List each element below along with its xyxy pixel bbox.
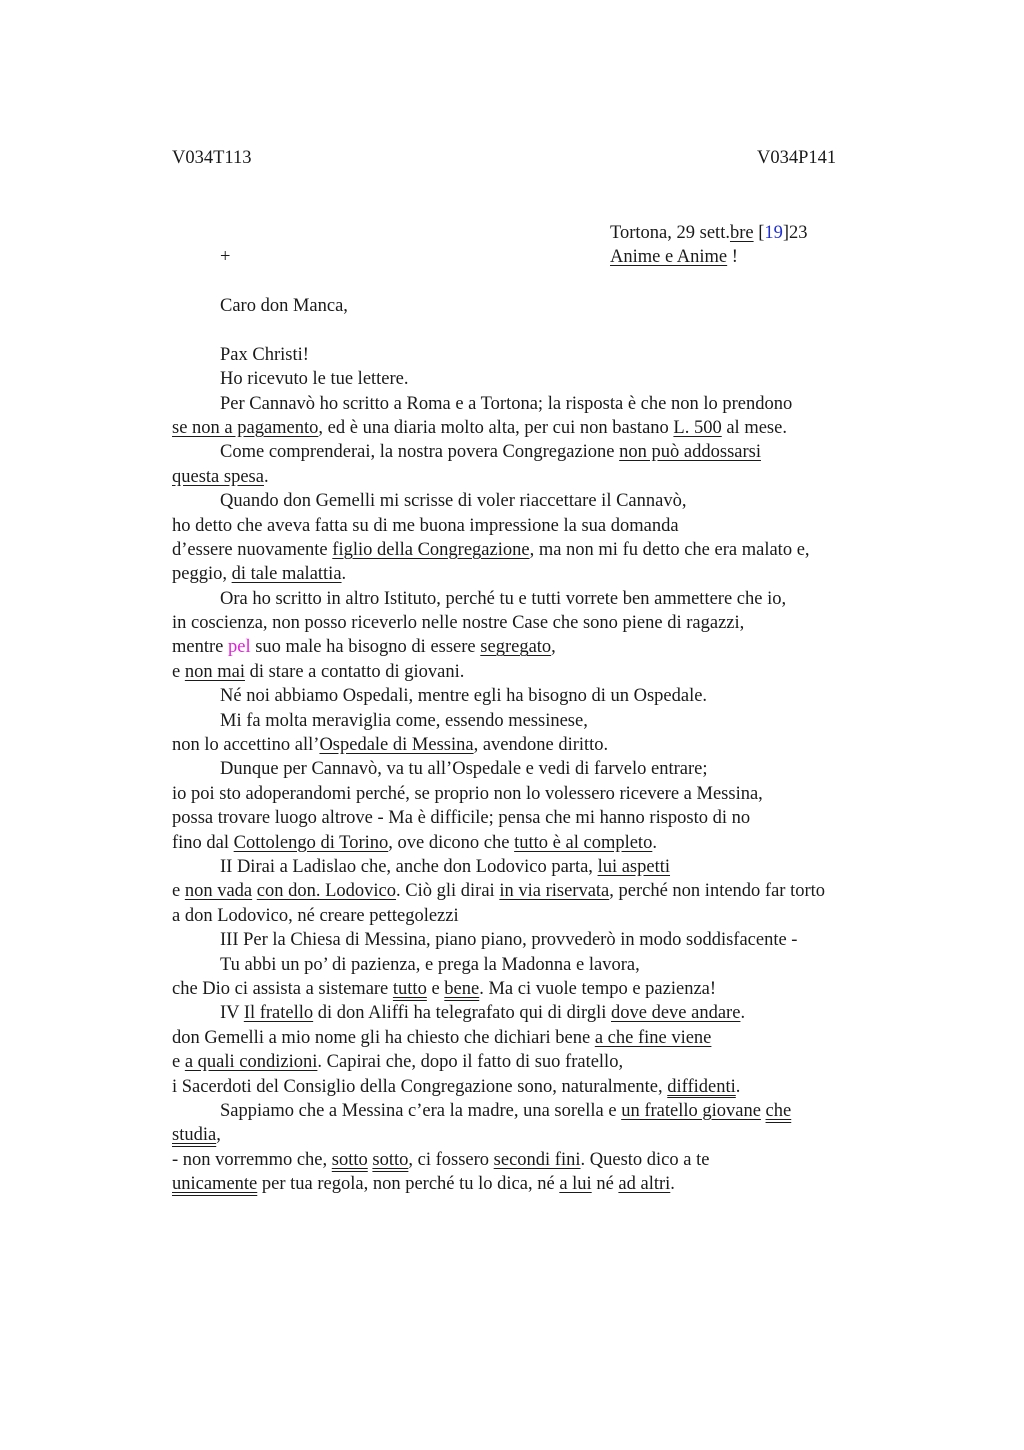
text-fragment: sotto <box>331 1149 368 1170</box>
text-line: possa trovare luogo altrove - Ma è difficile; pensa che mi hanno risposto di no <box>172 808 751 829</box>
text-fragment: e <box>172 661 185 682</box>
text-fragment: unicamente <box>172 1174 258 1195</box>
editorial-word: pel <box>228 637 251 658</box>
text-fragment: al mese. <box>721 417 787 438</box>
text-fragment: , avendone diritto. <box>473 735 609 756</box>
cross-symbol: + <box>220 247 231 267</box>
text-line: Quando don Gemelli mi scrisse di voler riaccettare il Cannavò, <box>220 491 687 512</box>
text-fragment: e <box>426 978 445 999</box>
text-fragment: don Gemelli a mio nome gli ha chiesto che dichiari bene <box>172 1027 595 1048</box>
text-fragment: . <box>263 466 269 487</box>
text-fragment: . <box>735 1076 741 1097</box>
text-fragment: . <box>670 1174 675 1195</box>
text-line <box>172 538 912 562</box>
text-fragment: IV <box>220 1003 244 1024</box>
text-line: Tu abbi un po’ di pazienza, e prega la Madonna e lavora, <box>220 954 640 975</box>
dateline <box>610 221 808 270</box>
text-fragment: bre <box>729 223 754 243</box>
text-fragment: di stare a contatto di giovani. <box>244 661 465 682</box>
text-fragment: , ed è una diaria molto alta, per cui non bastano <box>318 417 674 438</box>
text-line <box>172 879 912 903</box>
text-fragment: , ma non mi fu detto che era malato e, <box>529 539 810 560</box>
text-line <box>172 1099 912 1123</box>
text-fragment: . <box>652 832 657 853</box>
text-fragment: né <box>591 1174 619 1195</box>
text-fragment: ]23 <box>782 223 808 243</box>
text-fragment: lui aspetti <box>597 856 671 877</box>
text-line <box>172 977 912 1001</box>
text-fragment: L. 500 <box>673 417 722 438</box>
text-fragment: . Capirai che, dopo il fatto di suo fratello, <box>317 1052 624 1073</box>
document-code-left: V034T113 <box>172 148 252 168</box>
text-line <box>172 1001 912 1025</box>
text-fragment: che <box>765 1100 792 1121</box>
text-fragment: non lo accettino all’ <box>172 735 320 756</box>
text-fragment: tutto è al completo <box>514 832 653 853</box>
salutation: Caro don Manca, <box>220 296 348 316</box>
text-fragment: d’essere nuovamente <box>172 539 333 560</box>
text-fragment: , ove dicono che <box>388 832 515 853</box>
text-line: Mi fa molta meraviglia come, essendo messinese, <box>220 710 588 731</box>
text-fragment: , ci fossero <box>408 1149 494 1170</box>
text-line: Né noi abbiamo Ospedali, mentre egli ha bisogno di un Ospedale. <box>220 686 708 707</box>
letter-body <box>172 294 912 1196</box>
text-line: in coscienza, non posso riceverlo nelle nostre Case che sono piene di ragazzi, <box>172 613 745 634</box>
text-fragment: che Dio ci assista a sistemare <box>172 978 393 999</box>
text-line <box>172 1172 912 1196</box>
text-fragment: , perché non intendo far torto <box>609 881 826 902</box>
text-fragment: di tale malattia <box>231 564 342 585</box>
text-fragment: segregato <box>480 637 552 658</box>
text-line: a don Lodovico, né creare pettegolezzi <box>172 905 459 926</box>
text-line <box>172 1026 912 1050</box>
text-line: io poi sto adoperandomi perché, se proprio non lo volessero ricevere a Messina, <box>172 783 763 804</box>
text-fragment: Il fratello <box>243 1003 314 1024</box>
text-fragment: fino dal <box>172 832 234 853</box>
text-fragment: suo male ha bisogno di essere <box>250 637 481 658</box>
motto <box>610 245 808 269</box>
text-line <box>172 1075 912 1099</box>
text-line <box>172 440 912 464</box>
text-fragment: sotto <box>372 1149 409 1170</box>
text-fragment: . <box>740 1003 746 1024</box>
text-fragment: non può addossarsi <box>619 442 761 463</box>
text-line: III Per la Chiesa di Messina, piano piano, provvederò in modo soddisfacente - <box>220 930 798 951</box>
text-line <box>172 831 912 855</box>
text-line <box>172 855 912 879</box>
text-line: Ora ho scritto in altro Istituto, perché tu e tutti vorrete ben ammettere che io, <box>220 588 787 609</box>
text-fragment: questa spesa <box>172 466 264 487</box>
text-fragment: diffidenti <box>667 1076 736 1097</box>
text-fragment: a che fine viene <box>594 1027 712 1048</box>
greeting: Pax Christi! <box>220 344 309 365</box>
text-fragment: - non vorremmo che, <box>172 1149 332 1170</box>
text-fragment: e <box>172 881 185 902</box>
text-fragment: secondi fini <box>493 1149 581 1170</box>
text-fragment: II Dirai a Ladislao che, anche don Lodovico parta, <box>220 856 598 877</box>
text-fragment: . Ma ci vuole tempo e pazienza! <box>479 978 717 999</box>
text-fragment: studia <box>172 1125 217 1146</box>
text-line <box>172 733 912 757</box>
text-line <box>172 1148 912 1172</box>
text-fragment: Cottolengo di Torino <box>233 832 389 853</box>
text-line <box>172 416 912 440</box>
text-line <box>172 635 912 659</box>
text-fragment: a lui <box>559 1174 592 1195</box>
text-fragment: per tua regola, non perché tu lo dica, né <box>257 1174 560 1195</box>
text-fragment: di don Aliffi ha telegrafato qui di dirgli <box>313 1003 611 1024</box>
text-fragment: [ <box>753 223 765 243</box>
text-fragment: bene <box>444 978 480 999</box>
text-fragment: mentre <box>172 637 228 658</box>
text-fragment: e <box>172 1052 185 1073</box>
text-line <box>172 660 912 684</box>
document-code-right: V034P141 <box>757 148 837 168</box>
text-fragment: non mai <box>184 661 245 682</box>
text-fragment: se non a pagamento <box>172 417 319 438</box>
text-fragment: a quali condizioni <box>184 1052 318 1073</box>
text-fragment: con don. Lodovico <box>256 881 397 902</box>
text-fragment: ad altri <box>618 1174 671 1195</box>
text-fragment: , <box>216 1125 221 1146</box>
text-fragment: Anime e Anime <box>610 247 728 268</box>
editorial-year: 19 <box>764 223 783 243</box>
text-fragment: figlio della Congregazione <box>332 539 530 560</box>
text-line: ho detto che aveva fatta su di me buona impressione la sua domanda <box>172 515 679 536</box>
text-fragment: Sappiamo che a Messina c’era la madre, una sorella e <box>220 1100 622 1121</box>
text-fragment: non vada <box>184 881 253 902</box>
text-fragment: , <box>551 637 556 658</box>
text-fragment: . Questo dico a te <box>580 1149 710 1170</box>
text-fragment: . Ciò gli dirai <box>396 881 500 902</box>
text-fragment: un fratello giovane <box>621 1100 761 1121</box>
text-line <box>172 465 912 489</box>
text-fragment: in via riservata <box>499 881 610 902</box>
text-line <box>172 562 912 586</box>
text-fragment: ! <box>727 247 738 268</box>
text-fragment: . <box>341 564 347 585</box>
text-line: Dunque per Cannavò, va tu all’Ospedale e vedi di farvelo entrare; <box>220 759 708 780</box>
text-fragment: Come comprenderai, la nostra povera Congregazione <box>220 442 620 463</box>
text-fragment: peggio, <box>172 564 232 585</box>
text-fragment: i Sacerdoti del Consiglio della Congregazione sono, naturalmente, <box>172 1076 668 1097</box>
text-fragment: Ospedale di Messina <box>319 735 474 756</box>
text-line <box>172 1123 912 1147</box>
text-line <box>172 1050 912 1074</box>
text-fragment: tutto <box>392 978 427 999</box>
text-line: Per Cannavò ho scritto a Roma e a Tortona; la risposta è che non lo prendono <box>220 393 793 414</box>
text-fragment: dove deve andare <box>611 1003 741 1024</box>
place-date <box>610 221 808 245</box>
text-line: Ho ricevuto le tue lettere. <box>220 369 409 390</box>
text-fragment: Tortona, 29 sett. <box>610 223 730 243</box>
